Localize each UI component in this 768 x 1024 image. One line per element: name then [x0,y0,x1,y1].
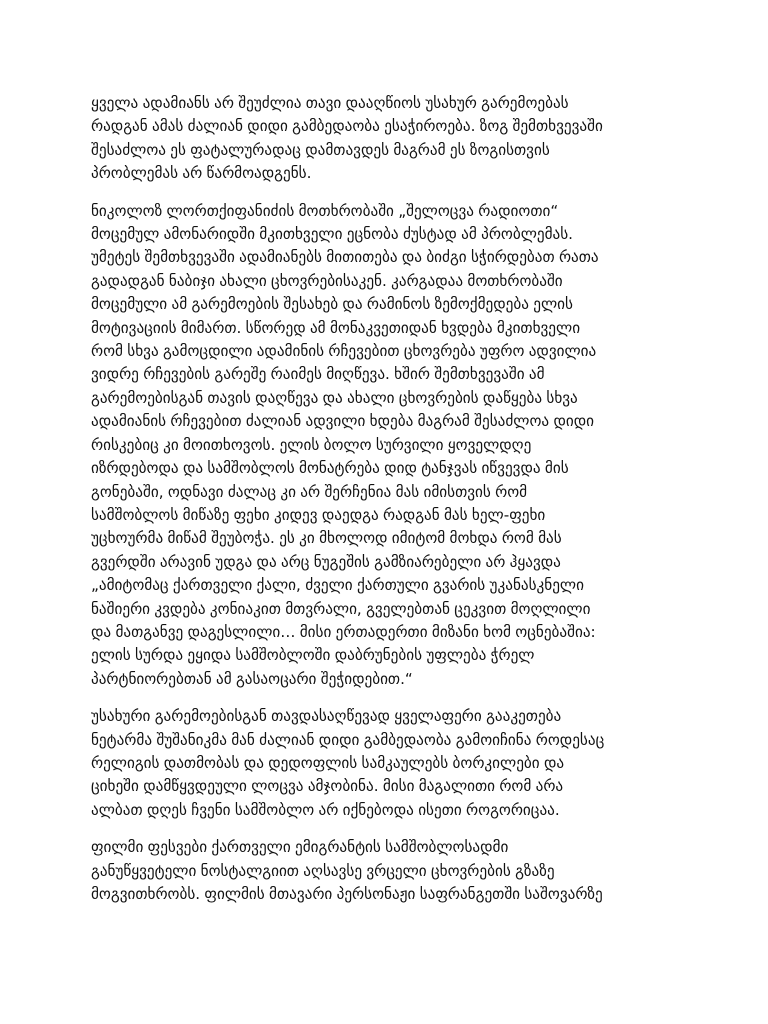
text-line: უმეტეს შემთხვევაში ადამიანებს მითითება და ბიძგი სჭირდებათ რათა [91,248,599,267]
text-line: მოგვითხრობს. ფილმის მთავარი პერსონაჟი საფრანგეთში საშოვარზე [91,885,603,903]
paragraph-3 [91,705,711,822]
text-line: მოტივაციის მიმართ. სწორედ ამ მონაკვეთიდან ხვდება მკითხველი [91,318,581,337]
paragraph-4 [91,836,711,906]
text-line: უსახური გარემოებისგან თავდასაღწევად ყველაფერი გააკეთება [91,707,562,726]
text-line: ალბათ დღეს ჩვენი სამშობლო არ იქნებოდა ისეთი როგორიცაა. [91,800,560,819]
text-line: გონებაში, ოდნავი ძალაც კი არ შერჩენია მას იმისთვის რომ [91,482,528,501]
text-line: უცხოურმა მიწამ შეუბოჭა. ეს კი მხოლოდ იმიტომ მოხდა რომ მას [91,529,562,548]
text-line: მოცემული ამ გარემოების შესახებ და რამინოს ზემოქმედება ელის [91,295,573,314]
text-line: ვიდრე რჩევების გარეშე რაიმეს მიღწევა. ხშირ შემთხვევაში ამ [91,365,545,384]
text-line: მოცემულ ამონარიდში მკითხველი ეცნობა ძუსტად ამ პრობლემას. [91,225,574,244]
text-line: რომ სხვა გამოცდილი ადამინის რჩევებით ცხოვრება უფრო ადვილია [91,342,597,361]
text-line: გადადგან ნაბიჯი ახალი ცხოვრებისაკენ. კარგადაა მოთხრობაში [91,271,563,290]
text-line: ადამიანის რჩევებით ძალიან ადვილი ხდება მაგრამ შესაძლოა დიდი [91,412,595,431]
text-line: პრობლემას არ წარმოადგენს. [91,164,312,183]
text-line: ნაშიერი კვდება კონიაკით მთვრალი, გველებთან ცეკვით მოღლილი [91,599,591,618]
text-line: ნიკოლოზ ლორთქიფანიძის მოთხრობაში „შელოცვა რადიოთი“ [91,201,559,220]
text-line: ფილმი ფესვები ქართველი ემიგრანტის სამშობლოსადმი [91,838,509,857]
text-line: გარემოებისგან თავის დაღწევა და ახალი ცხოვრების დაწყება სხვა [91,388,578,407]
text-line: რადგან ამას ძალიან დიდი გამბედაობა ესაჭიროება. ზოგ შემთხვევაში [91,117,603,136]
text-line: ყველა ადამიანს არ შეუძლია თავი დააღწიოს უსახურ გარემოებას [91,94,569,112]
text-line: პარტნიორებთან ამ გასაოცარი შეჭიდებით.“ [91,669,413,688]
paragraph-2 [91,200,711,692]
text-line: სამშობლოს მიწაზე ფეხი კიდევ დაედგა რადგან მას ხელ-ფეხი [91,505,546,524]
text-line: „ამიტომაც ქართველი ქალი, ძველი ქართული გვარის უკანასკნელი [91,576,584,595]
text-line: და მათგანვე დაგესლილი… მისი ერთადერთი მიზანი ხომ ოცნებაშია: [91,622,596,641]
text-line: ციხეში დამწყვდეული ლოცვა ამჯობინა. მისი მაგალითი რომ არა [91,777,564,796]
text-line: რისკებიც კი მოითხოვოს. ელის ბოლო სურვილი ყოველდღე [91,435,532,454]
text-line: გვერდში არავინ უდგა და არც ნუგეშის გამზიარებელი არ ჰყავდა [91,552,561,571]
text-line: რელიგის დათმობას და დედოფლის სამკაულებს ბორკილები და [91,753,565,772]
text-line: განუწყვეტელი ნოსტალგიით აღსავსე ვრცელი ცხოვრების გზაზე [91,861,555,880]
text-line: ნეტარმა შუშანიკმა მან ძალიან დიდი გამბედაობა გამოიჩინა როდესაც [91,730,605,749]
document-page [91,92,711,920]
paragraph-1 [91,92,711,186]
text-line: ელის სურდა ეყიდა სამშობლოში დაბრუნების უფლება ჭრელ [91,646,535,665]
text-line: შესაძლოა ეს ფატალურადაც დამთავდეს მაგრამ ეს ზოგისთვის [91,140,550,159]
text-line: იზრდებოდა და სამშობლოს მონატრება დიდ ტანჯვას იწვევდა მის [91,459,569,478]
